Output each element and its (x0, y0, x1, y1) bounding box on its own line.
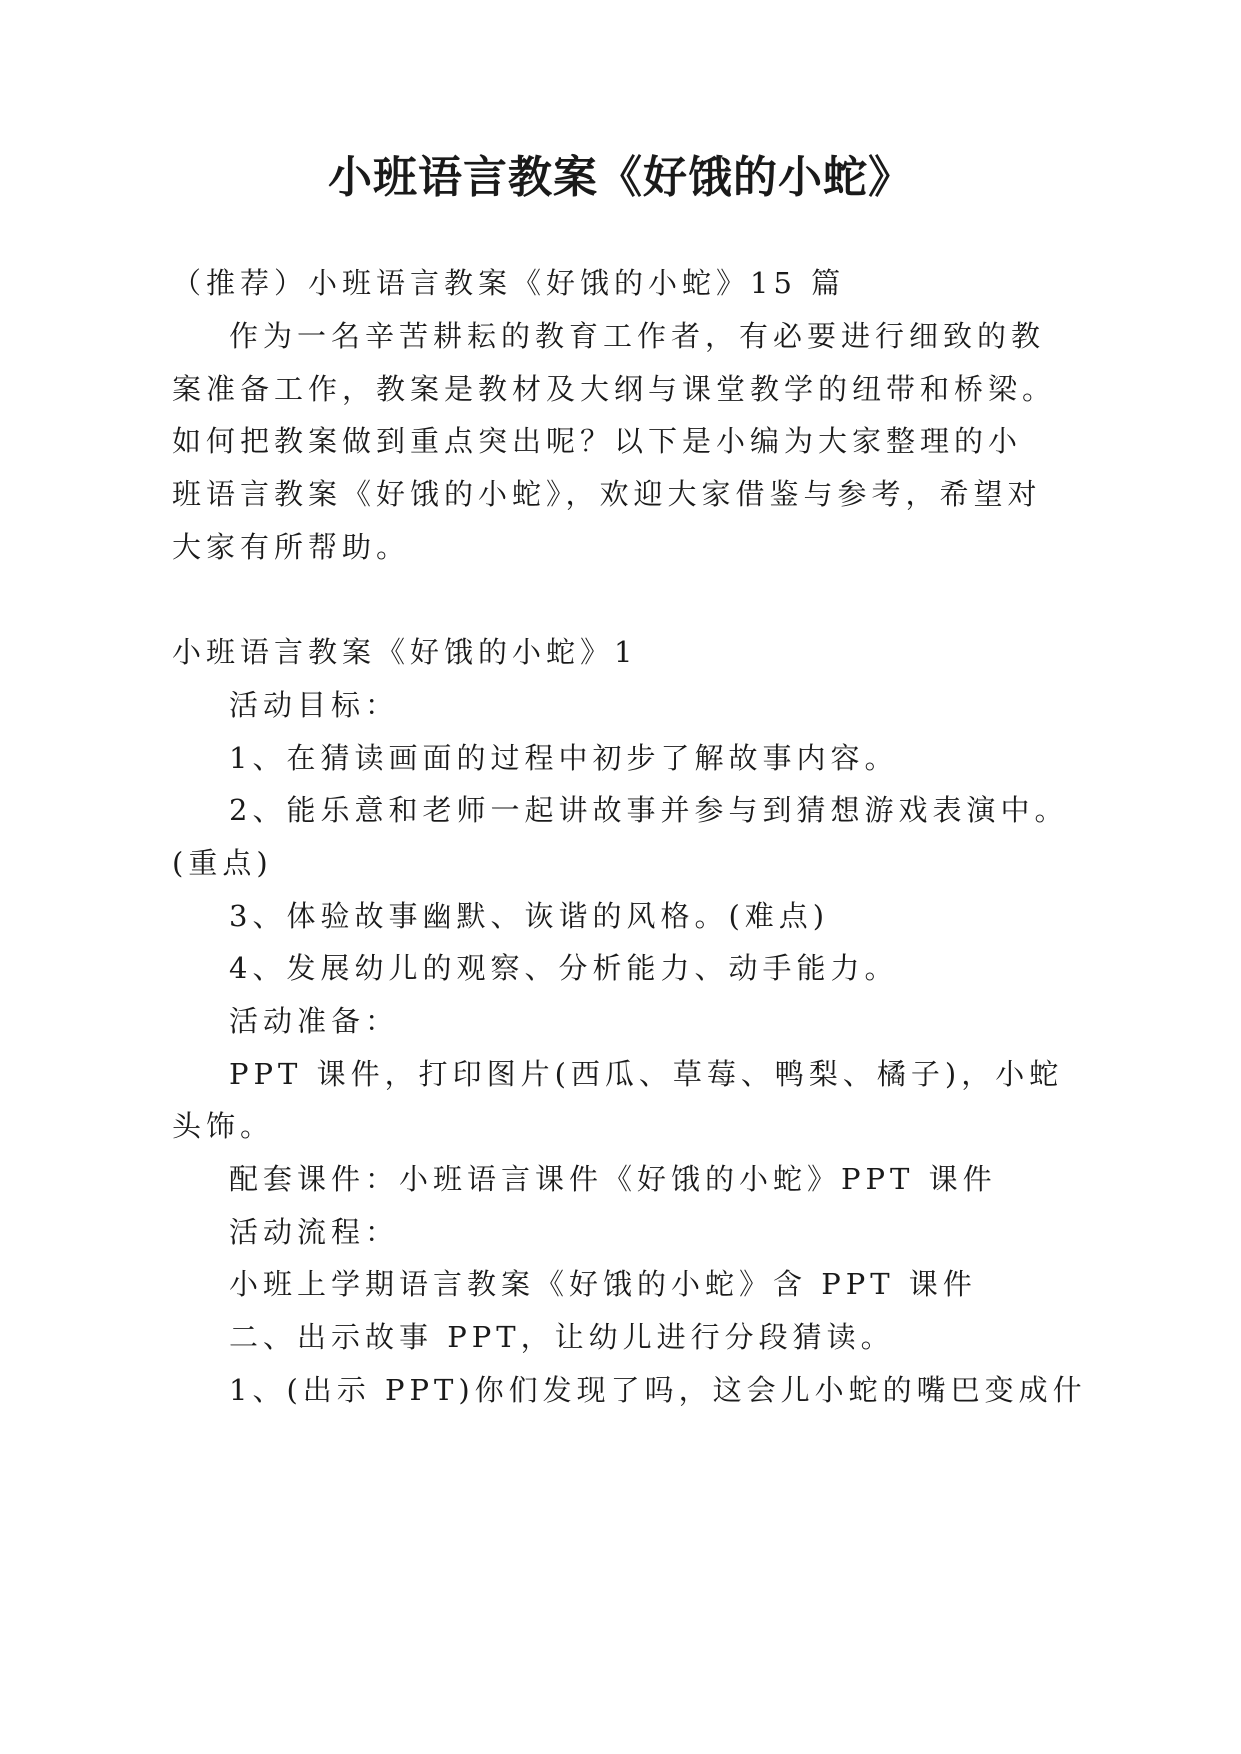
intro-paragraph-line-1: 作为一名辛苦耕耘的教育工作者，有必要进行细致的教 (229, 319, 1046, 353)
intro-paragraph-line-2: 案准备工作，教案是教材及大纲与课堂教学的纽带和桥梁。 (172, 372, 1057, 406)
goal-item-3: 3、体验故事幽默、诙谐的风格。(难点) (229, 899, 830, 933)
intro-paragraph-line-3: 如何把教案做到重点突出呢？以下是小编为大家整理的小 (172, 424, 1023, 458)
goal-item-4: 4、发展幼儿的观察、分析能力、动手能力。 (229, 951, 899, 985)
prep-materials-line-2: 头饰。 (172, 1109, 275, 1143)
intro-recommend-line: （推荐）小班语言教案《好饿的小蛇》15 篇 (172, 266, 846, 300)
flow-line-1: 小班上学期语言教案《好饿的小蛇》含 PPT 课件 (229, 1267, 977, 1301)
document-title: 小班语言教案《好饿的小蛇》 (328, 152, 913, 203)
intro-paragraph-line-5: 大家有所帮助。 (172, 530, 411, 564)
goal-item-2-continued: (重点) (172, 846, 273, 880)
goal-item-2: 2、能乐意和老师一起讲故事并参与到猜想游戏表演中。 (229, 793, 1069, 827)
activity-flow-label: 活动流程： (229, 1215, 400, 1249)
prep-materials-line-1: PPT 课件，打印图片(西瓜、草莓、鸭梨、橘子)，小蛇 (229, 1057, 1064, 1091)
section-heading: 小班语言教案《好饿的小蛇》1 (172, 635, 638, 669)
goal-item-1: 1、在猜读画面的过程中初步了解故事内容。 (229, 741, 899, 775)
intro-paragraph-line-4: 班语言教案《好饿的小蛇》，欢迎大家借鉴与参考，希望对 (172, 477, 1042, 511)
flow-line-2: 二、出示故事 PPT，让幼儿进行分段猜读。 (229, 1320, 895, 1354)
courseware-line: 配套课件：小班语言课件《好饿的小蛇》PPT 课件 (229, 1162, 997, 1196)
activity-prep-label: 活动准备： (229, 1004, 400, 1038)
flow-line-3: 1、(出示 PPT)你们发现了吗，这会儿小蛇的嘴巴变成什 (229, 1373, 1087, 1407)
activity-goals-label: 活动目标： (229, 688, 400, 722)
